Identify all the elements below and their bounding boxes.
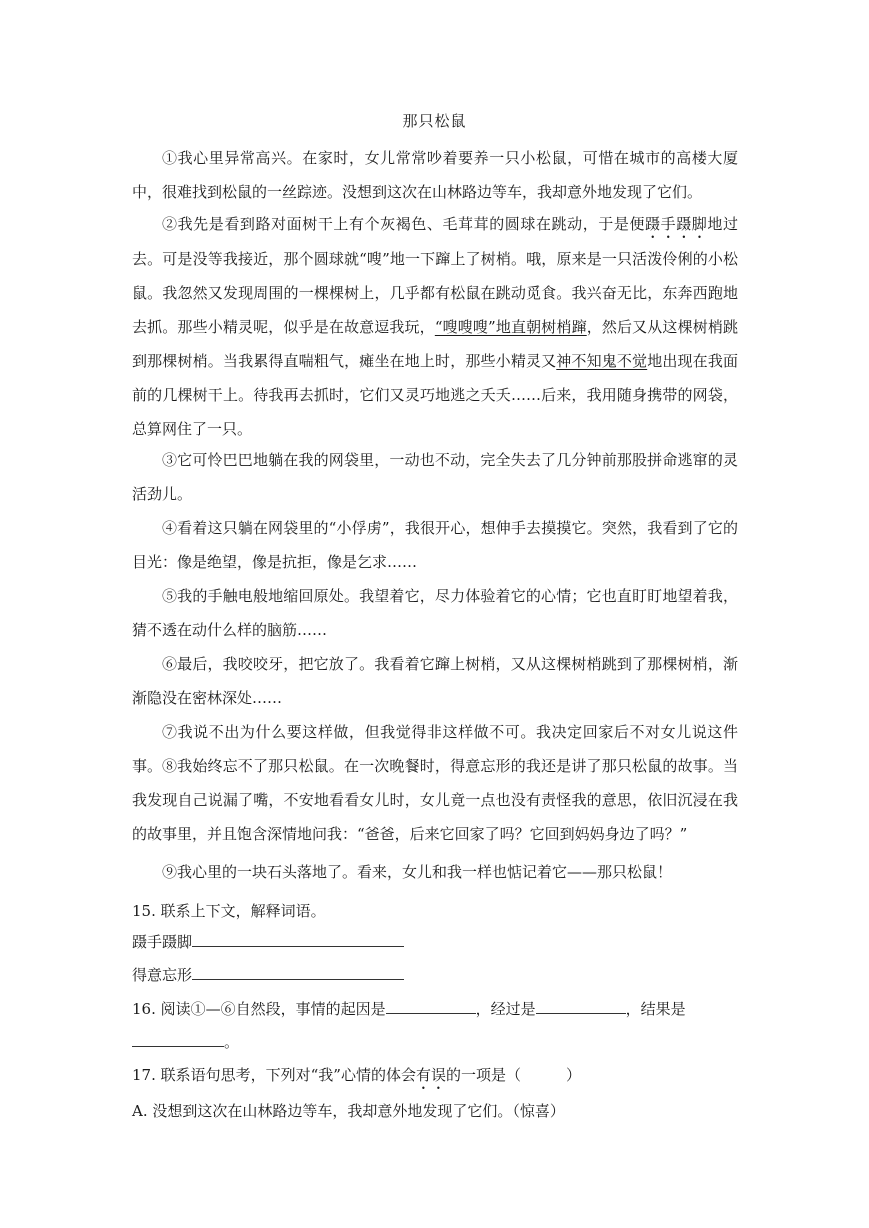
answer-blank-result[interactable] <box>132 1032 224 1047</box>
question-16-text-b: ，经过是 <box>475 1000 536 1018</box>
paragraph-2-text-g: 地出现在我面前的几棵树干上。待我再去抓时，它们又灵巧地逃之夭夭……后来，我用随身携带的网袋，总算网住了一只。 <box>132 352 738 438</box>
paragraph-5: ⑤我的手触电般地缩回原处。我望着它，尽力体验着它的心情；它也直盯盯地望着我，猜不透在动什么样的脑筋…… <box>132 587 738 639</box>
question-17 <box>132 1065 752 1093</box>
question-15-item-1 <box>132 932 752 952</box>
paragraph-1: ①我心里异常高兴。在家时，女儿常常吵着要养一只小松鼠，可惜在城市的高楼大厦中，很难找到松鼠的一丝踪迹。没想到这次在山林路边等车，我却意外地发现了它们。 <box>132 149 738 201</box>
question-17-option-a: A. 没想到这次在山林路边等车，我却意外地发现了它们。（惊喜） <box>132 1102 565 1120</box>
paragraph-2 <box>132 207 738 446</box>
question-16-text-a: 16. 阅读①—⑥自然段，事情的起因是 <box>132 1000 386 1018</box>
article-title: 那只松鼠 <box>402 112 467 130</box>
answer-blank-2[interactable] <box>192 965 404 980</box>
answer-blank-process[interactable] <box>536 999 626 1014</box>
question-17-text-a: 17. 联系语句思考，下列对“我”心情的体会 <box>132 1066 416 1084</box>
answer-blank-cause[interactable] <box>386 999 476 1014</box>
term-label-1: 蹑手蹑脚 <box>132 933 193 951</box>
dotted-phrase: 蹑手蹑脚 <box>645 215 708 233</box>
question-17-text-b: 的一项是（ ） <box>445 1066 581 1084</box>
question-15: 15. 联系上下文，解释词语。 <box>132 902 326 920</box>
paragraph-2-text-a: ②我先是看到路对面树干上有个灰褐色、毛茸茸的圆球在跳动，于是便 <box>162 215 646 233</box>
paragraph-6: ⑥最后，我咬咬牙，把它放了。我看着它蹿上树梢，又从这棵树梢跳到了那棵树梢，渐渐隐没在密林深处…… <box>132 655 738 707</box>
paragraph-9: ⑨我心里的一块石头落地了。看来，女儿和我一样也惦记着它——那只松鼠！ <box>162 863 673 881</box>
dotted-emphasis: 有误 <box>415 1066 446 1084</box>
paragraph-7: ⑦我说不出为什么要这样做，但我觉得非这样做不可。我决定回家后不对女儿说这件事。 <box>132 723 738 775</box>
underlined-sentence: “嗖嗖嗖”地直朝树梢蹿 <box>434 318 587 336</box>
paragraph-2-text-c: 地过去。可是没等我接近，那个圆球就“嗖”地一下蹿上了树梢。哦，原来是一只活泼伶俐的小松鼠。我忽然又发现周围的一棵棵树上，几乎都有松鼠在跳动觅食。我兴奋无比，东奔西跑地去抓。那些小精灵呢，似乎是在故意逗我玩， <box>132 215 738 336</box>
question-16-end: 。 <box>224 1033 240 1051</box>
question-16 <box>132 999 752 1019</box>
term-label-2: 得意忘形 <box>132 966 193 984</box>
paragraph-4: ④看着这只躺在网袋里的“小俘虏”，我很开心，想伸手去摸摸它。突然，我看到了它的目光：像是绝望，像是抗拒，像是乞求…… <box>132 519 738 571</box>
paragraph-2-text-e: ，然后又从这棵树梢跳到那棵树梢。当我累得直喘粗气，瘫坐在地上时，那些小精灵又 <box>132 318 738 370</box>
question-16-text-c: ，结果是 <box>625 1000 686 1018</box>
paragraph-3: ③它可怜巴巴地躺在我的网袋里，一动也不动，完全失去了几分钟前那股拼命逃窜的灵活劲儿。 <box>132 451 738 503</box>
question-15-item-2 <box>132 965 752 985</box>
question-16-line-2 <box>132 1032 752 1052</box>
paragraph-8: ⑧我始终忘不了那只松鼠。在一次晚餐时，得意忘形的我还是讲了那只松鼠的故事。当我发现自己说漏了嘴，不安地看看女儿时，女儿竟一点也没有责怪我的意思，依旧沉浸在我的故事里，并且饱含深情地问我：“爸爸，后来它回家了吗？它回到妈妈身边了吗？” <box>132 757 738 843</box>
underlined-phrase: 神不知鬼不觉 <box>556 352 648 370</box>
answer-blank-1[interactable] <box>192 932 404 947</box>
